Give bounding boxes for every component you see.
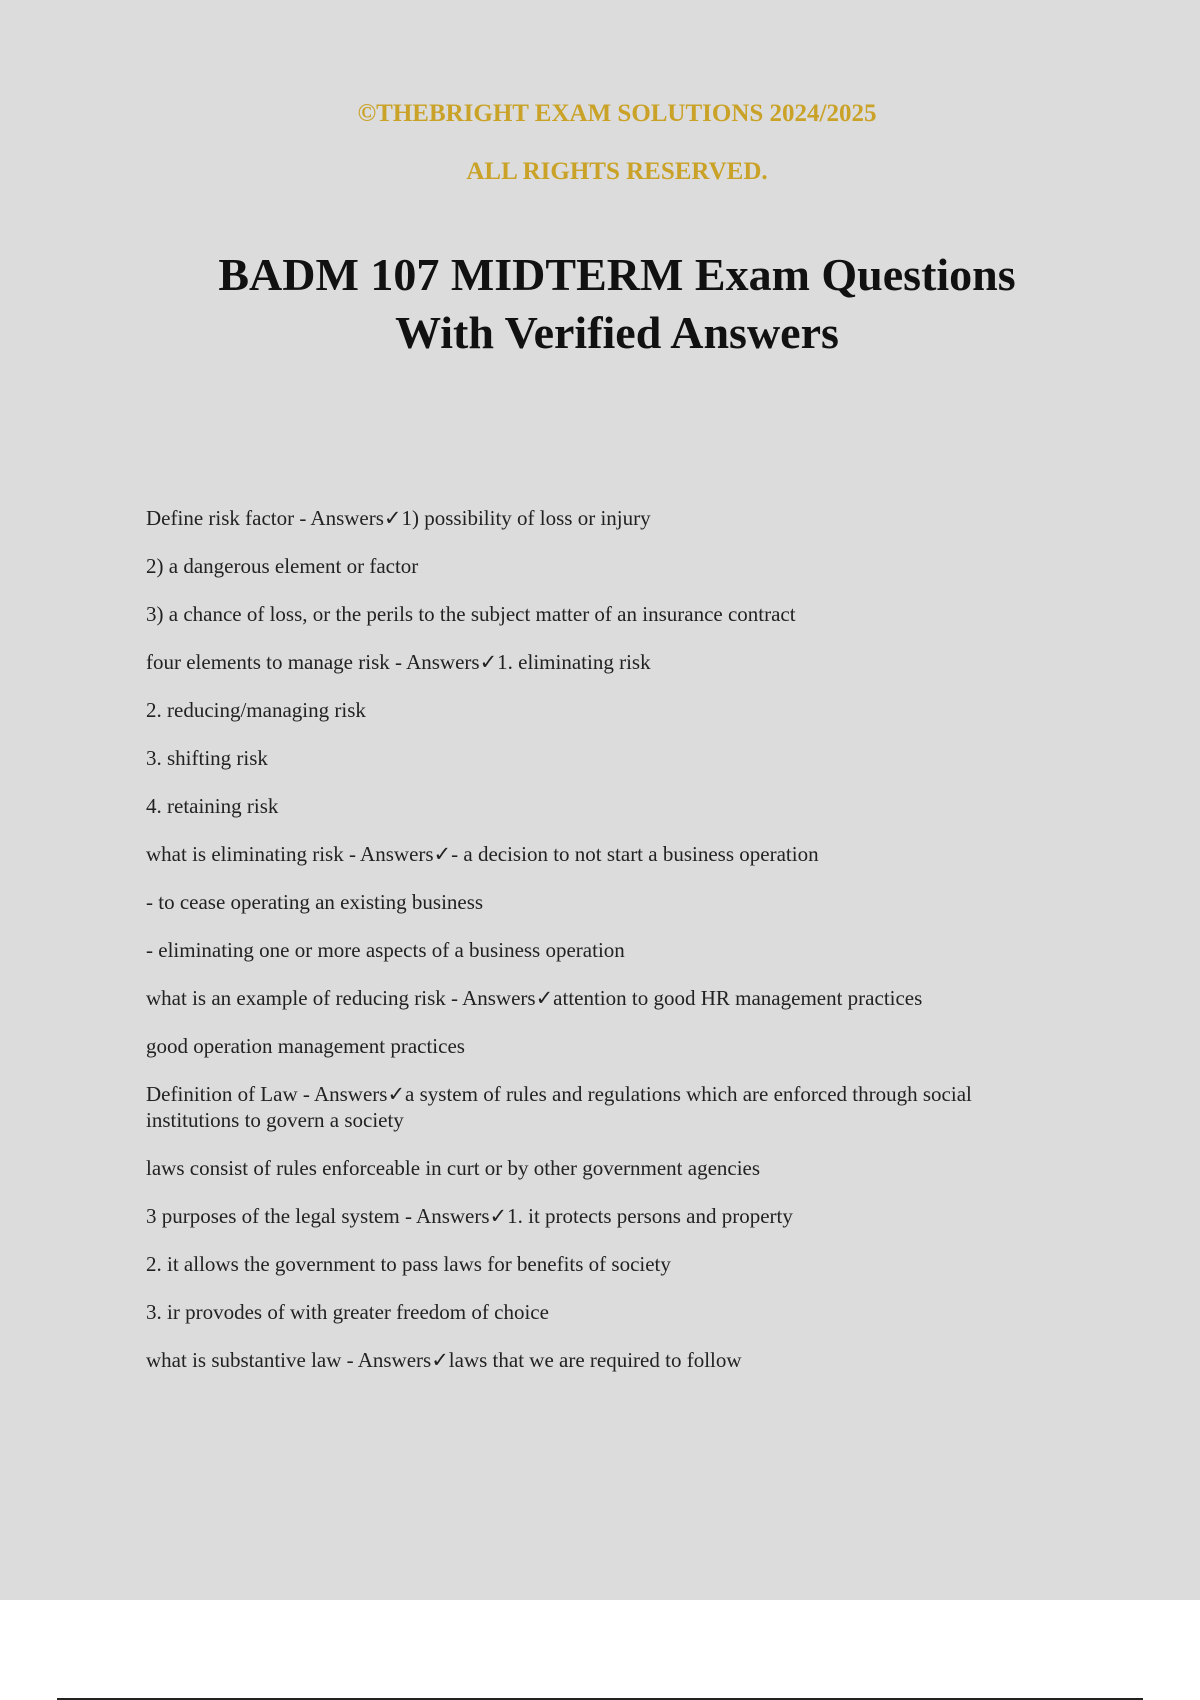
rights-reserved-header: ALL RIGHTS RESERVED.	[466, 158, 768, 185]
qa-line: 2. reducing/managing risk	[146, 698, 366, 722]
qa-content	[146, 505, 1046, 1395]
qa-line: good operation management practices	[146, 1034, 465, 1058]
document-title-line-1: BADM 107 MIDTERM Exam Questions	[218, 249, 1016, 300]
qa-line: 2. it allows the government to pass laws for benefits of society	[146, 1252, 671, 1276]
qa-line: laws consist of rules enforceable in curt or by other government agencies	[146, 1156, 761, 1180]
qa-line: what is eliminating risk - Answers✓- a decision to not start a business operation	[146, 842, 819, 866]
qa-line: Definition of Law - Answers✓a system of rules and regulations which are enforced through social institutions to govern a society	[146, 1082, 972, 1132]
document-title-line-2: With Verified Answers	[395, 307, 839, 358]
qa-line: 4. retaining risk	[146, 794, 279, 818]
qa-line: 3. shifting risk	[146, 746, 268, 770]
qa-line: 3. ir provodes of with greater freedom of choice	[146, 1300, 549, 1324]
qa-line: - eliminating one or more aspects of a business operation	[146, 938, 625, 962]
qa-line: 3 purposes of the legal system - Answers✓1. it protects persons and property	[146, 1204, 793, 1228]
qa-line: what is substantive law - Answers✓laws that we are required to follow	[146, 1348, 742, 1372]
qa-line: 3) a chance of loss, or the perils to the subject matter of an insurance contract	[146, 602, 796, 626]
qa-line: - to cease operating an existing business	[146, 890, 484, 914]
copyright-header: ©THEBRIGHT EXAM SOLUTIONS 2024/2025	[357, 100, 877, 127]
qa-line: what is an example of reducing risk - Answers✓attention to good HR management practices	[146, 986, 923, 1010]
qa-line: four elements to manage risk - Answers✓1. eliminating risk	[146, 650, 651, 674]
qa-line: Define risk factor - Answers✓1) possibility of loss or injury	[146, 506, 651, 530]
qa-line: 2) a dangerous element or factor	[146, 554, 419, 578]
